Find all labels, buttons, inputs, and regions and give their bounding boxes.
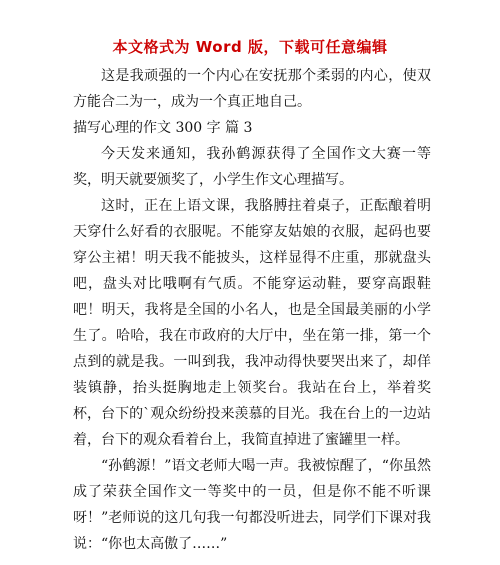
document-banner: 本文格式为 Word 版，下载可任意编辑 — [112, 38, 388, 56]
paragraph-1: 这是我顽强的一个内心在安抚那个柔弱的内心，使双方能合二为一，成为一个真正地自己。 — [73, 68, 431, 110]
document-body — [73, 63, 431, 557]
paragraph-3: 这时，正在上语文课，我胳膊拄着桌子，正酝酿着明天穿什么好看的衣服呢。不能穿友姑娘的衣服，起码也要穿公主裙！明天我不能披头，这样显得不庄重，那就盘头吧，盘头对比哦啊有气质。不能穿运动鞋，要穿高跟鞋吧！明天，我将是全国的小名人，也是全国最美丽的小学生了。哈哈，我在市政府的大厅中，坐在第一排，第一个点到的就是我。一叫到我，我冲动得快要哭出来了，却佯装镇静，抬头挺胸地走上领奖台。我站在台上，举着奖杯，台下的`观众纷纷投来羡慕的目光。我在台上的一边站着，台下的观众看着台上，我简直掉进了蜜罐里一样。 — [73, 198, 431, 448]
section-heading: 描写心理的作文 300 字 篇 3 — [73, 120, 253, 136]
paragraph-4: “孙鹤源！”语文老师大喝一声。我被惊醒了，“你虽然成了荣获全国作文一等奖中的一员，但是你不能不听课呀！”老师说的这几句我一句都没听进去，同学们下课对我说：“你也太高傲了……” — [73, 458, 431, 552]
paragraph-2: 今天发来通知，我孙鹤源获得了全国作文大赛一等奖，明天就要颁奖了，小学生作文心理描写。 — [73, 146, 431, 188]
